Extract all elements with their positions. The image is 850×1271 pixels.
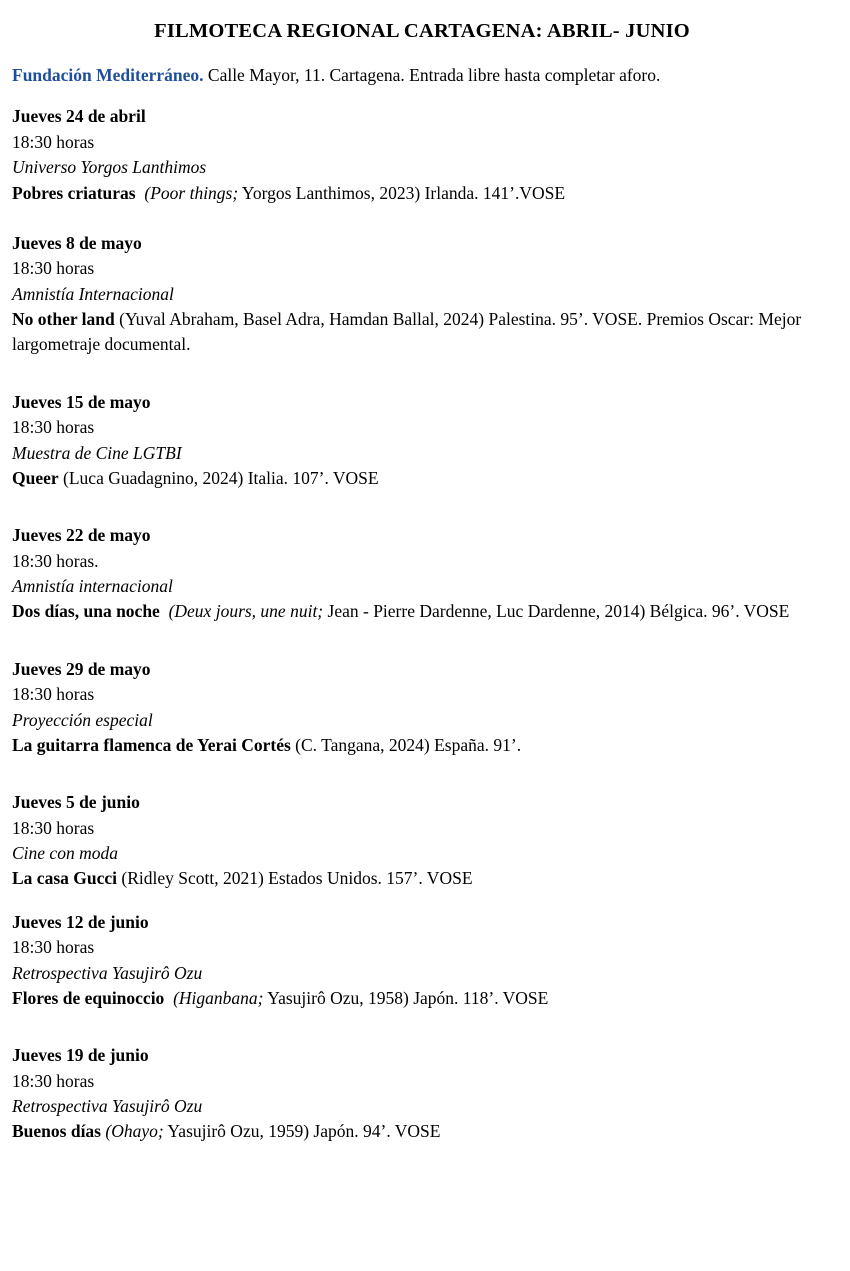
- event-cycle: Muestra de Cine LGTBI: [12, 442, 182, 463]
- event-entry: [12, 104, 832, 206]
- film-title: La casa Gucci: [12, 868, 117, 889]
- event-time: 18:30 horas: [12, 1070, 95, 1091]
- event-day: Jueves 12 de junio: [12, 911, 149, 932]
- page-title: FILMOTECA REGIONAL CARTAGENA: ABRIL- JUNIO: [154, 20, 690, 42]
- venue-details: Calle Mayor, 11. Cartagena. Entrada libre hasta completar aforo.: [203, 65, 661, 85]
- film-credits: Yorgos Lanthimos, 2023) Irlanda. 141’.VOSE: [238, 182, 566, 203]
- event-entry: [12, 1043, 832, 1145]
- event-day: Jueves 29 de mayo: [12, 658, 151, 679]
- venue-name: Fundación Mediterráneo.: [12, 65, 204, 85]
- event-time: 18:30 horas: [12, 817, 95, 838]
- event-entry: [12, 910, 832, 1012]
- event-time: 18:30 horas: [12, 417, 95, 438]
- event-cycle: Retrospectiva Yasujirô Ozu: [12, 962, 203, 983]
- film-original-title: (Ohayo;: [105, 1121, 164, 1142]
- event-film: [12, 307, 832, 358]
- event-entry: [12, 231, 832, 358]
- event-film: [12, 866, 832, 891]
- film-title: Pobres criaturas: [12, 182, 136, 203]
- event-day: Jueves 22 de mayo: [12, 525, 151, 546]
- events-list: [12, 104, 832, 1144]
- film-original-title: (Deux jours, une nuit;: [168, 601, 324, 622]
- event-time: 18:30 horas.: [12, 550, 99, 571]
- event-film: [12, 986, 832, 1011]
- event-entry: [12, 790, 832, 892]
- film-title: La guitarra flamenca de Yerai Cortés: [12, 734, 291, 755]
- film-original-title: (Higanbana;: [173, 987, 264, 1008]
- event-cycle: Retrospectiva Yasujirô Ozu: [12, 1096, 203, 1116]
- event-cycle: Universo Yorgos Lanthimos: [12, 157, 207, 178]
- event-day: Jueves 19 de junio: [12, 1045, 149, 1066]
- event-film: [12, 599, 832, 624]
- film-title: Dos días, una noche: [12, 601, 160, 622]
- event-entry: [12, 523, 832, 625]
- event-entry: [12, 657, 832, 759]
- film-credits: Jean - Pierre Dardenne, Luc Dardenne, 2014) Bélgica. 96’. VOSE: [323, 601, 790, 622]
- event-entry: [12, 390, 832, 492]
- film-credits: (Luca Guadagnino, 2024) Italia. 107’. VOSE: [58, 467, 379, 488]
- venue-line: [12, 65, 832, 87]
- event-cycle: Proyección especial: [12, 709, 153, 730]
- event-film: [12, 733, 832, 758]
- event-cycle: Amnistía internacional: [12, 576, 173, 596]
- event-cycle: Amnistía Internacional: [12, 283, 174, 304]
- event-day: Jueves 8 de mayo: [12, 232, 142, 253]
- film-title: Buenos días: [12, 1121, 101, 1142]
- event-day: Jueves 5 de junio: [12, 792, 140, 813]
- film-credits: (Yuval Abraham, Basel Adra, Hamdan Ballal, 2024) Palestina. 95’. VOSE. Premios Oscar: Mejor largometraje documental.: [12, 309, 802, 355]
- event-day: Jueves 24 de abril: [12, 106, 146, 127]
- event-time: 18:30 horas: [12, 258, 95, 279]
- event-time: 18:30 horas: [12, 131, 95, 152]
- event-day: Jueves 15 de mayo: [12, 391, 151, 412]
- event-film: [12, 1119, 832, 1144]
- film-credits: (Ridley Scott, 2021) Estados Unidos. 157’. VOSE: [117, 868, 473, 889]
- event-time: 18:30 horas: [12, 937, 95, 958]
- film-credits: Yasujirô Ozu, 1958) Japón. 118’. VOSE: [263, 987, 549, 1008]
- film-original-title: (Poor things;: [144, 182, 239, 203]
- event-film: [12, 466, 832, 491]
- film-title: No other land: [12, 309, 115, 329]
- film-credits: Yasujirô Ozu, 1959) Japón. 94’. VOSE: [163, 1121, 441, 1142]
- event-film: [12, 181, 832, 206]
- film-title: Flores de equinoccio: [12, 987, 165, 1008]
- event-cycle: Cine con moda: [12, 843, 118, 863]
- film-credits: (C. Tangana, 2024) España. 91’.: [290, 734, 522, 755]
- event-time: 18:30 horas: [12, 684, 95, 705]
- film-title: Queer: [12, 467, 59, 488]
